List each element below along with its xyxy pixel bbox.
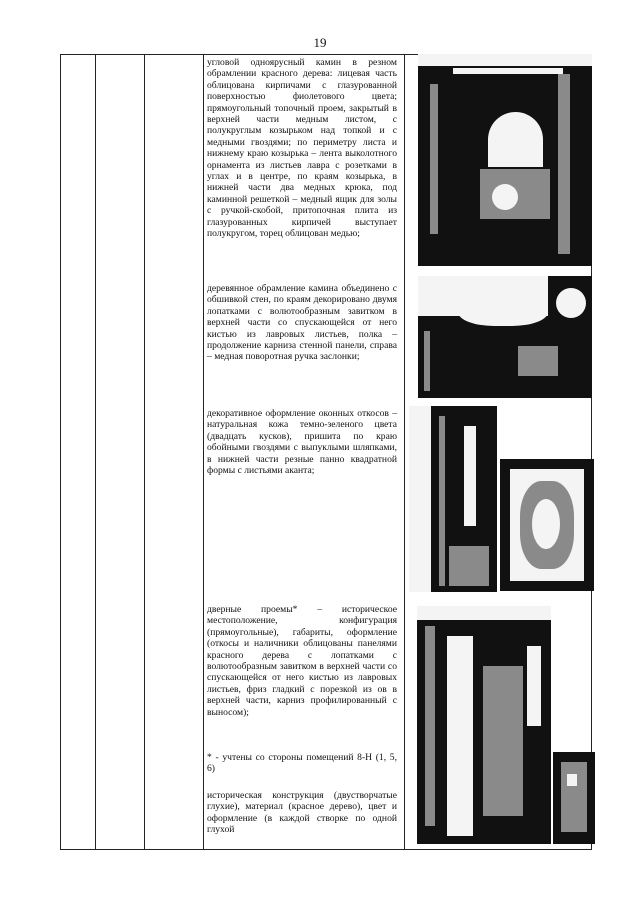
column-divider-4 xyxy=(404,55,405,849)
column-divider-1 xyxy=(95,55,96,849)
photo-window-slope xyxy=(409,406,497,592)
description-fireplace: угловой одноярусный камин в резном обрамлении красного дерева: лицевая часть облицована кирпичами с глазурованной поверхностью фиолетового цвета; прямоугольный топочный проем, закрытый в верхней части медным листом, с полукруглым козырьком над топкой и с медными гвоздями; по периметру листа и нижнему краю козырька – лента выколотного орнамента из листьев лавра с розетками в углах и в центре, по краям козырька, в нижней части два медных крюка, под каминной решеткой – медный ящик для золы с ручкой-скобой, притопочная плита из глазурованных кирпичей выступает полукругом, торец облицован медью; xyxy=(207,57,397,240)
description-door-leaves: историческая конструкция (двустворчатые глухие), материал (красное дерево), цвет и оформление (в каждой створке по одной глухой xyxy=(207,790,397,836)
photo-fireplace-frame xyxy=(418,276,592,398)
footnote: * - учтены со стороны помещений 8-Н (1, 5, 6) xyxy=(207,752,397,775)
photo-acanthus-panel xyxy=(500,459,594,591)
photo-fireplace xyxy=(418,54,592,266)
description-fireplace-frame: деревянное обрамление камина объединено с обшивкой стен, по краям декорировано двумя лопатками с волютообразным завитком в верхней части со спускающейся от него кистью из лавровых листьев, полка – продолжение карниза стенной панели, справа – медная поворотная ручка заслонки; xyxy=(207,283,397,363)
page-number: 19 xyxy=(313,35,327,50)
description-doors: дверные проемы* – историческое местоположение, конфигурация (прямоугольные), габариты, оформление (откосы и наличники облицованы панелями красного дерева с лопатками с волютообразным завитком в верхней части со спускающейся от него кистью из лавровых листьев, фриз гладкий с порезкой из ов в верхней части, карниз профилированный с выносом); xyxy=(207,604,397,718)
column-divider-3 xyxy=(203,55,204,849)
photo-door-leaf xyxy=(553,752,595,844)
column-divider-2 xyxy=(144,55,145,849)
photo-door-frame xyxy=(417,606,551,844)
description-window: декоративное оформление оконных откосов – натуральная кожа темно-зеленого цвета (двадцать кусков), пришита по краю обойными гвоздями с выпуклыми шляпками, в нижней части резные панно квадратной формы с листьями аканта; xyxy=(207,408,397,477)
